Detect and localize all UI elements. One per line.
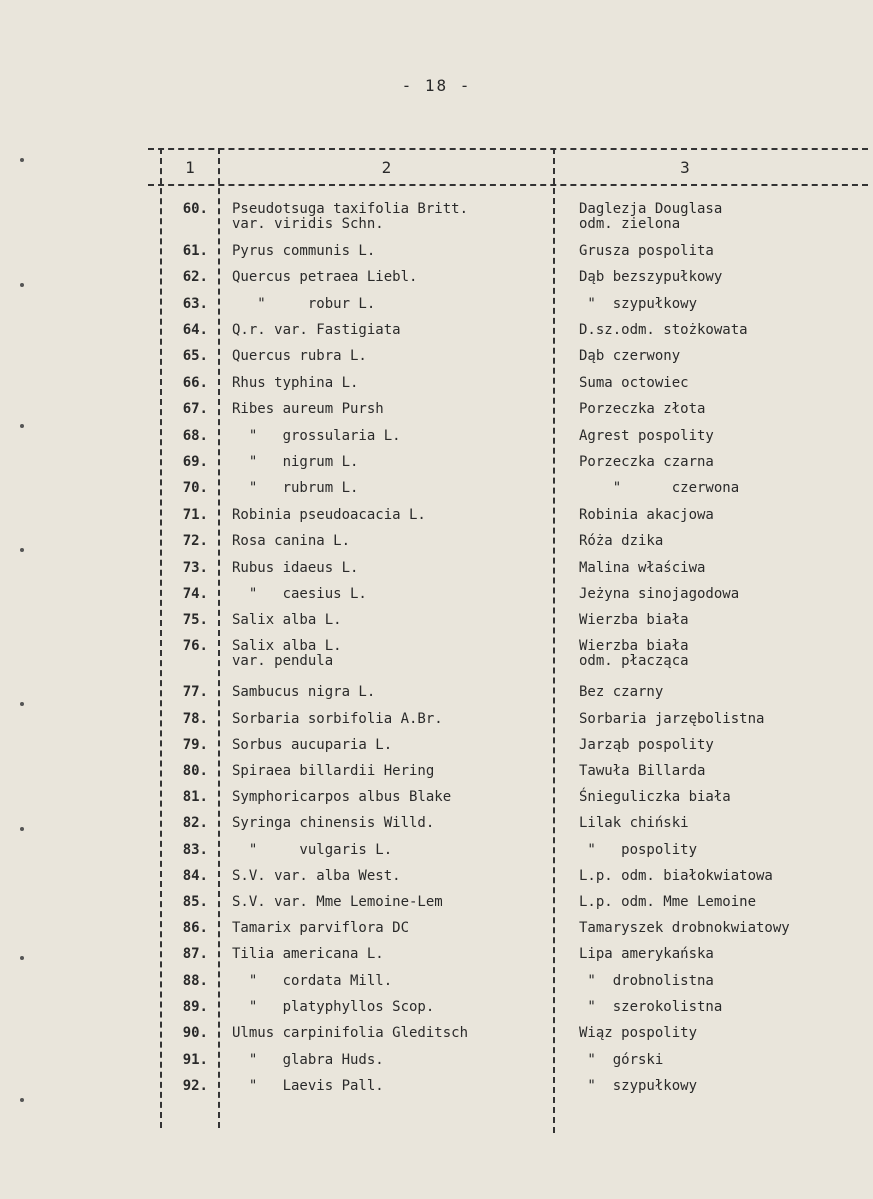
row-number: 87. — [182, 946, 208, 962]
row-number: 68. — [182, 428, 208, 444]
row-number: 60. — [182, 201, 208, 217]
polish-name: Dąb czerwony — [579, 348, 681, 364]
row-number: 75. — [182, 612, 208, 628]
polish-name: Bez czarny — [579, 684, 664, 700]
latin-name: " cordata Mill. — [232, 973, 393, 989]
polish-name: Robinia akacjowa — [579, 507, 714, 523]
latin-name: " robur L. — [232, 296, 376, 312]
row-number: 76. — [182, 638, 208, 654]
row-number: 83. — [182, 842, 208, 858]
column-header-1: 1 — [185, 158, 195, 177]
row-number: 81. — [182, 789, 208, 805]
polish-name: " szypułkowy — [579, 1078, 698, 1094]
polish-name: Lilak chiński — [579, 815, 689, 831]
row-number: 65. — [182, 348, 208, 364]
row-number: 73. — [182, 560, 208, 576]
margin-mark — [20, 1098, 24, 1102]
latin-name: Robinia pseudoacacia L. — [232, 507, 426, 523]
polish-name: Wierzba biała — [579, 612, 689, 628]
polish-name: L.p. odm. Mme Lemoine — [579, 894, 757, 910]
latin-name: " rubrum L. — [232, 480, 359, 496]
margin-mark — [20, 702, 24, 706]
row-number: 78. — [182, 711, 208, 727]
row-number: 74. — [182, 586, 208, 602]
table-top-rule — [148, 148, 868, 150]
latin-name: Tamarix parviflora DC — [232, 920, 410, 936]
latin-name: Salix alba L. var. pendula — [232, 638, 342, 669]
latin-name: Pyrus communis L. — [232, 243, 376, 259]
polish-name: Daglezja Douglasa odm. zielona — [579, 201, 723, 232]
polish-name: Tawuła Billarda — [579, 763, 706, 779]
latin-name: Syringa chinensis Willd. — [232, 815, 435, 831]
latin-name: Quercus rubra L. — [232, 348, 367, 364]
column-rule-1 — [218, 148, 220, 1128]
polish-name: Malina właściwa — [579, 560, 706, 576]
latin-name: Spiraea billardii Hering — [232, 763, 435, 779]
polish-name: D.sz.odm. stożkowata — [579, 322, 748, 338]
polish-name: Grusza pospolita — [579, 243, 714, 259]
row-number: 71. — [182, 507, 208, 523]
latin-name: Ulmus carpinifolia Gleditsch — [232, 1025, 469, 1041]
margin-mark — [20, 158, 24, 162]
latin-name: " vulgaris L. — [232, 842, 393, 858]
polish-name: Lipa amerykańska — [579, 946, 714, 962]
latin-name: " caesius L. — [232, 586, 367, 602]
latin-name: Sorbaria sorbifolia A.Br. — [232, 711, 443, 727]
polish-name: " szypułkowy — [579, 296, 698, 312]
latin-name: Rosa canina L. — [232, 533, 351, 549]
column-header-3: 3 — [680, 158, 690, 177]
latin-name: Symphoricarpos albus Blake — [232, 789, 452, 805]
polish-name: Suma octowiec — [579, 375, 689, 391]
latin-name: " grossularia L. — [232, 428, 401, 444]
polish-name: " pospolity — [579, 842, 698, 858]
row-number: 79. — [182, 737, 208, 753]
polish-name: Porzeczka złota — [579, 401, 706, 417]
latin-name: Quercus petraea Liebl. — [232, 269, 418, 285]
row-number: 86. — [182, 920, 208, 936]
row-number: 91. — [182, 1052, 208, 1068]
row-number: 72. — [182, 533, 208, 549]
latin-name: " platyphyllos Scop. — [232, 999, 435, 1015]
row-number: 89. — [182, 999, 208, 1015]
polish-name: Śnieguliczka biała — [579, 789, 731, 805]
polish-name: Agrest pospolity — [579, 428, 714, 444]
row-number: 61. — [182, 243, 208, 259]
latin-name: " glabra Huds. — [232, 1052, 384, 1068]
row-number: 64. — [182, 322, 208, 338]
latin-name: Salix alba L. — [232, 612, 342, 628]
polish-name: Róża dzika — [579, 533, 664, 549]
latin-name: S.V. var. alba West. — [232, 868, 401, 884]
row-number: 77. — [182, 684, 208, 700]
polish-name: Wiąz pospolity — [579, 1025, 698, 1041]
polish-name: " szerokolistna — [579, 999, 723, 1015]
latin-name: Sorbus aucuparia L. — [232, 737, 393, 753]
row-number: 67. — [182, 401, 208, 417]
latin-name: " Laevis Pall. — [232, 1078, 384, 1094]
polish-name: L.p. odm. białokwiatowa — [579, 868, 773, 884]
row-number: 63. — [182, 296, 208, 312]
latin-name: Rubus idaeus L. — [232, 560, 359, 576]
column-rule-2 — [553, 148, 555, 1133]
polish-name: " czerwona — [579, 480, 740, 496]
row-number: 90. — [182, 1025, 208, 1041]
polish-name: Porzeczka czarna — [579, 454, 714, 470]
polish-name: Wierzba biała odm. płacząca — [579, 638, 689, 669]
latin-name: Rhus typhina L. — [232, 375, 359, 391]
latin-name: Sambucus nigra L. — [232, 684, 376, 700]
row-number: 84. — [182, 868, 208, 884]
polish-name: " górski — [579, 1052, 664, 1068]
margin-mark — [20, 424, 24, 428]
column-header-2: 2 — [381, 158, 392, 177]
polish-name: Dąb bezszypułkowy — [579, 269, 723, 285]
row-number: 70. — [182, 480, 208, 496]
latin-name: S.V. var. Mme Lemoine-Lem — [232, 894, 443, 910]
polish-name: Tamaryszek drobnokwiatowy — [579, 920, 790, 936]
row-number: 82. — [182, 815, 208, 831]
margin-mark — [20, 548, 24, 552]
row-number: 88. — [182, 973, 208, 989]
row-number: 62. — [182, 269, 208, 285]
polish-name: Jarząb pospolity — [579, 737, 714, 753]
row-number: 66. — [182, 375, 208, 391]
row-number: 92. — [182, 1078, 208, 1094]
latin-name: Tilia americana L. — [232, 946, 384, 962]
latin-name: Ribes aureum Pursh — [232, 401, 384, 417]
page-number: - 18 - — [401, 76, 472, 95]
row-number: 80. — [182, 763, 208, 779]
margin-mark — [20, 956, 24, 960]
row-number: 69. — [182, 454, 208, 470]
polish-name: Sorbaria jarzębolistna — [579, 711, 765, 727]
latin-name: Q.r. var. Fastigiata — [232, 322, 401, 338]
margin-mark — [20, 827, 24, 831]
polish-name: Jeżyna sinojagodowa — [579, 586, 740, 602]
margin-mark — [20, 283, 24, 287]
header-bottom-rule — [148, 184, 868, 186]
polish-name: " drobnolistna — [579, 973, 714, 989]
latin-name: " nigrum L. — [232, 454, 359, 470]
row-number: 85. — [182, 894, 208, 910]
latin-name: Pseudotsuga taxifolia Britt. var. viridis Schn. — [232, 201, 469, 232]
